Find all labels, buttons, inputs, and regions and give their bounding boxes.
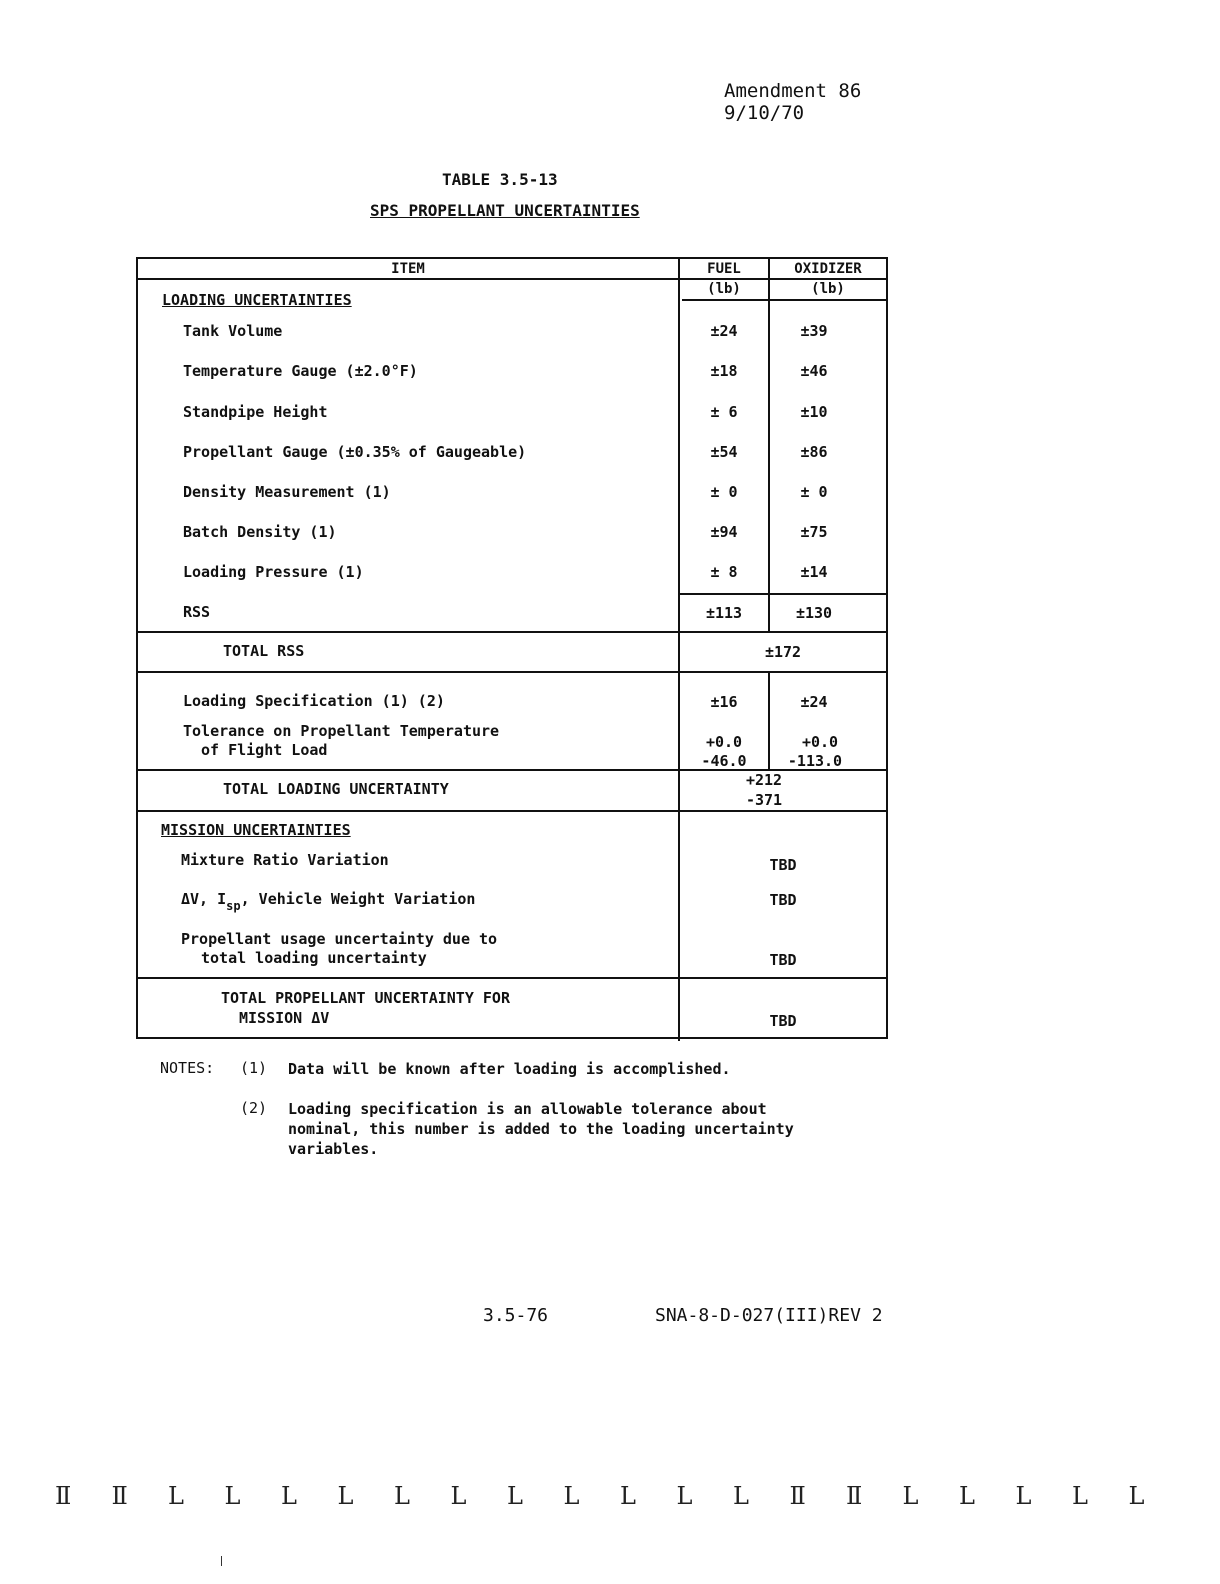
scan-mark-glyph: Ⅱ (846, 1482, 863, 1510)
scan-mark-glyph: Ⅼ (620, 1482, 636, 1510)
row-fuel-value: ±24 (710, 322, 738, 340)
row-label: Density Measurement (1) (183, 483, 391, 501)
note2-line3: variables. (288, 1140, 379, 1158)
scan-mark-glyph: Ⅱ (789, 1482, 806, 1510)
scan-mark-glyph: Ⅼ (224, 1482, 241, 1510)
total-prop-label-line1: TOTAL PROPELLANT UNCERTAINTY FOR (221, 989, 510, 1007)
note2-number: (2) (240, 1099, 268, 1117)
total-loading-bottom-rule (138, 810, 886, 812)
mixture-label: Mixture Ratio Variation (181, 851, 389, 869)
scan-mark-glyph: Ⅼ (337, 1482, 354, 1510)
col-header-fuel: FUEL (707, 261, 741, 277)
rss-ox-value: ±130 (795, 604, 833, 622)
scan-mark-glyph: Ⅱ (111, 1482, 128, 1510)
col-unit-oxidizer: (lb) (811, 281, 845, 297)
total-loading-label: TOTAL LOADING UNCERTAINTY (223, 780, 449, 798)
notes-heading: NOTES: (160, 1059, 215, 1077)
scan-mark-glyph: Ⅱ (55, 1482, 72, 1510)
note2-line2: nominal, this number is added to the loading uncertainty (288, 1120, 794, 1138)
row-label: Loading Pressure (1) (183, 563, 364, 581)
row-ox-value: ±14 (800, 563, 828, 581)
note1-text: Data will be known after loading is accomplished. (288, 1060, 731, 1078)
col-header-oxidizer: OXIDIZER (794, 261, 862, 277)
row-label: Temperature Gauge (±2.0°F) (183, 362, 418, 380)
row-label: Standpipe Height (183, 403, 328, 421)
row-ox-value: ±10 (800, 403, 828, 421)
scan-mark-glyph: Ⅼ (168, 1482, 184, 1510)
page-number: 3.5-76 (483, 1305, 549, 1326)
scan-tick (221, 1556, 222, 1566)
usage-value: TBD (769, 951, 797, 969)
spec-fuel-value: ±16 (710, 693, 738, 711)
unit-rule (682, 299, 886, 301)
total-rss-bottom-rule (138, 671, 886, 673)
scan-mark-glyph: Ⅼ (394, 1482, 410, 1510)
scan-mark-glyph: Ⅼ (902, 1482, 919, 1510)
dv-label (181, 890, 475, 916)
usage-label-line1: Propellant usage uncertainty due to (181, 930, 498, 948)
tolerance-ox-minus: -113.0 (787, 752, 843, 770)
row-fuel-value: ± 8 (710, 563, 738, 581)
scan-mark-glyph: Ⅼ (281, 1482, 297, 1510)
loading-heading: LOADING UNCERTAINTIES (162, 291, 352, 309)
total-rss-label: TOTAL RSS (223, 642, 305, 660)
scan-mark-glyph: Ⅼ (507, 1482, 523, 1510)
scan-mark-glyph: Ⅼ (1015, 1482, 1032, 1510)
total-prop-value: TBD (769, 1012, 797, 1030)
amendment-block (724, 80, 861, 124)
table-subtitle: SPS PROPELLANT UNCERTAINTIES (370, 201, 640, 220)
scan-mark-glyph: Ⅼ (733, 1482, 749, 1510)
row-ox-value: ±86 (800, 443, 828, 461)
tolerance-ox-plus: +0.0 (801, 733, 839, 751)
rss-bottom-rule (138, 631, 886, 633)
usage-label-line2: total loading uncertainty (201, 949, 427, 967)
amendment-number: Amendment 86 (724, 80, 862, 102)
dv-value: TBD (769, 891, 797, 909)
tolerance-label-line2: of Flight Load (201, 741, 328, 759)
col-header-item: ITEM (391, 261, 425, 277)
mission-heading: MISSION UNCERTAINTIES (161, 821, 351, 839)
scan-mark-glyph: Ⅼ (563, 1482, 580, 1510)
rss-fuel-value: ±113 (705, 604, 743, 622)
tolerance-fuel-minus: -46.0 (701, 752, 747, 770)
note2-line1: Loading specification is an allowable tolerance about (288, 1100, 767, 1118)
row-fuel-value: ±94 (710, 523, 738, 541)
rss-rule (678, 593, 886, 595)
row-fuel-value: ± 0 (710, 483, 738, 501)
scan-mark-glyph: Ⅼ (959, 1482, 975, 1510)
row-ox-value: ±39 (800, 322, 828, 340)
spec-ox-value: ±24 (800, 693, 828, 711)
total-loading-plus: +212 (745, 771, 783, 789)
row-label: Batch Density (1) (183, 523, 337, 541)
total-loading-minus: -371 (745, 791, 783, 809)
scan-mark-glyph: Ⅼ (676, 1482, 693, 1510)
rss-label: RSS (183, 603, 211, 621)
dv-label-suffix: , Vehicle Weight Variation (240, 890, 476, 908)
note1-number: (1) (240, 1059, 268, 1077)
col-unit-fuel: (lb) (707, 281, 741, 297)
spec-label: Loading Specification (1) (2) (183, 692, 445, 710)
row-ox-value: ±46 (800, 362, 828, 380)
row-ox-value: ±75 (800, 523, 828, 541)
dv-label-prefix: ΔV, I (181, 890, 227, 908)
total-prop-label-line2: MISSION ΔV (239, 1009, 330, 1027)
row-fuel-value: ± 6 (710, 403, 738, 421)
row-ox-value: ± 0 (800, 483, 828, 501)
uncertainties-table (136, 257, 888, 1039)
amendment-date: 9/10/70 (724, 102, 805, 124)
dv-label-subscript: sp (226, 899, 241, 913)
row-label: Propellant Gauge (±0.35% of Gaugeable) (183, 443, 527, 461)
mission-bottom-rule (138, 977, 886, 979)
total-rss-value: ±172 (764, 643, 802, 661)
row-fuel-value: ±18 (710, 362, 738, 380)
scan-edge-marks (55, 1482, 1185, 1510)
row-fuel-value: ±54 (710, 443, 738, 461)
scan-mark-glyph: Ⅼ (450, 1482, 467, 1510)
table-title: TABLE 3.5-13 (442, 170, 558, 189)
row-label: Tank Volume (183, 322, 283, 340)
scan-mark-glyph: Ⅼ (1072, 1482, 1088, 1510)
tolerance-label-line1: Tolerance on Propellant Temperature (183, 722, 500, 740)
mixture-value: TBD (769, 856, 797, 874)
document-id: SNA-8-D-027(III)REV 2 (655, 1305, 883, 1326)
tolerance-fuel-plus: +0.0 (705, 733, 743, 751)
scan-mark-glyph: Ⅼ (1128, 1482, 1145, 1510)
